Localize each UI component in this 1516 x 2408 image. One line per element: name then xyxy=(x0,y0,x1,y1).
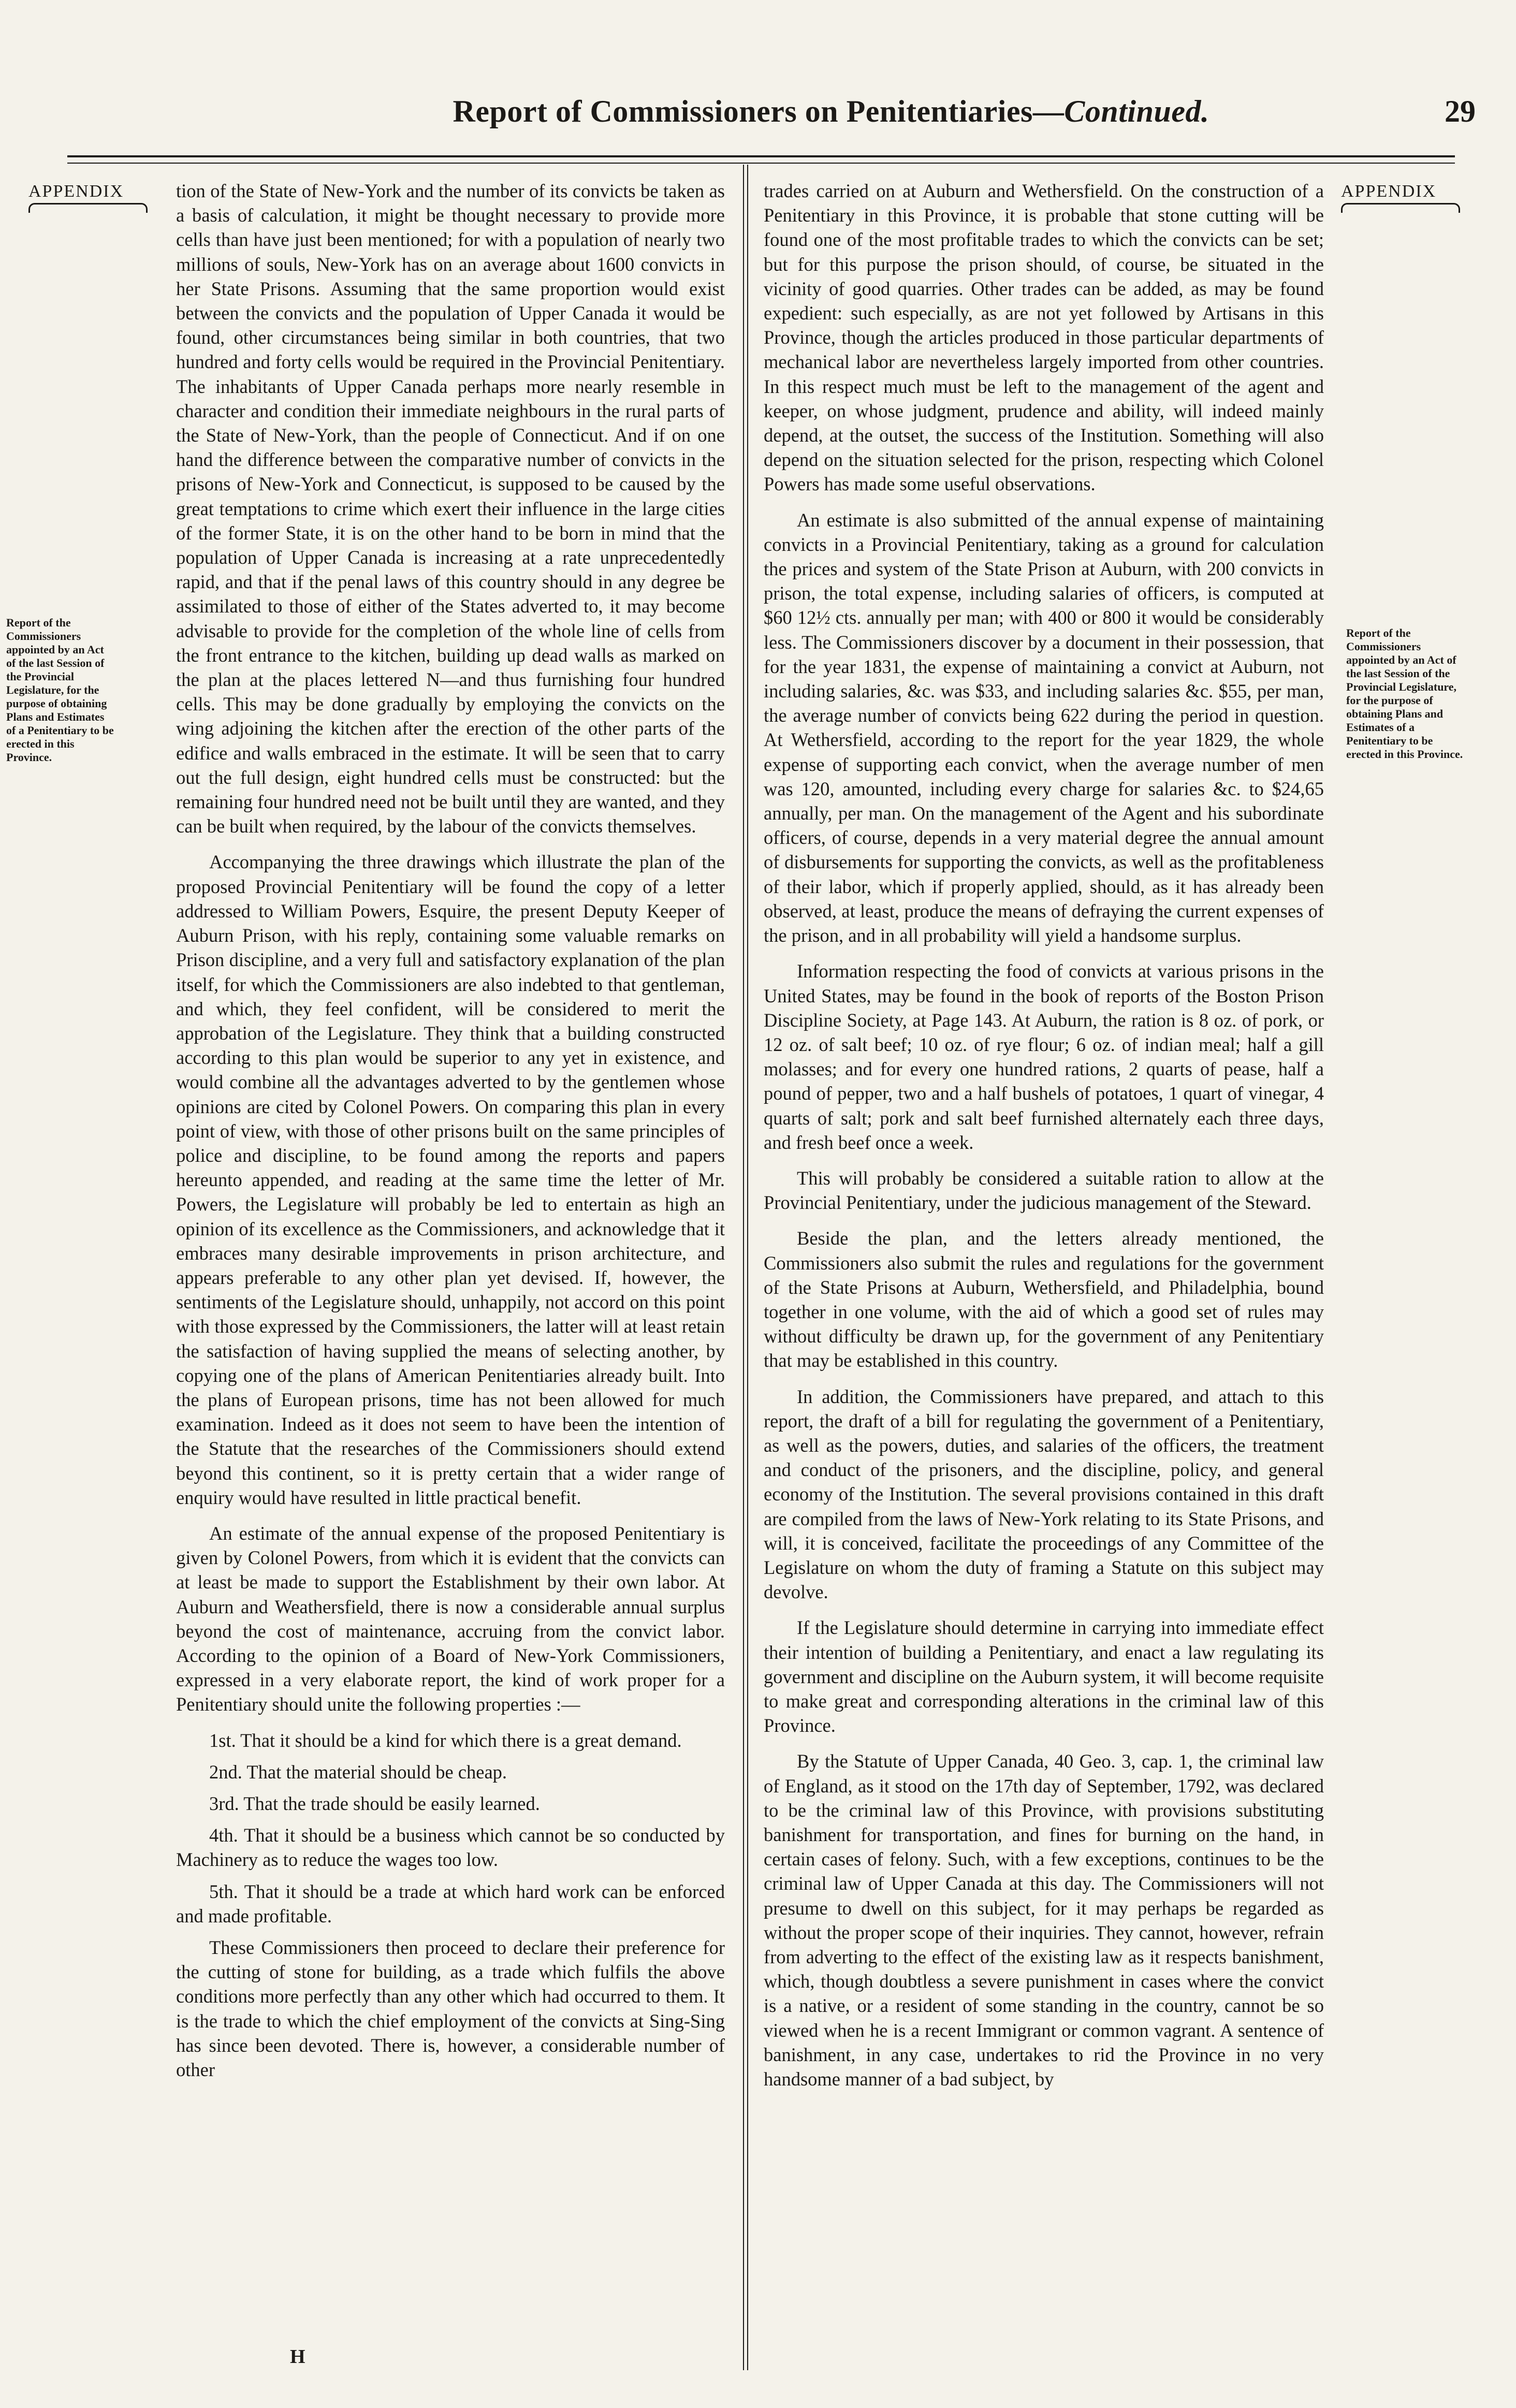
header-rule xyxy=(67,155,1455,164)
paragraph: This will probably be considered a suitable ration to allow at the Provincial Penitentiary, under the judicious management of the Steward. xyxy=(764,1167,1324,1214)
brace-icon xyxy=(1341,203,1460,213)
paragraph: Beside the plan, and the letters already mentioned, the Commissioners also submit the rules and regulations for the government of the State Prisons at Auburn, Wethersfield, and Philadelphia, bound together in one volume, with the aid of which a good set of rules may without difficulty be drawn up, for the government of any Penitentiary that may be established in this country. xyxy=(764,1228,1324,1371)
appendix-text: APPENDIX xyxy=(1341,182,1437,201)
paragraph: In addition, the Commissioners have prepared, and attach to this report, the draft of a bill for regulating the government of a Penitentiary, as well as the powers, duties, and salaries of the officers, the treatment and conduct of the prisoners, and the discipline, policy, and general economy of the Institution. The several provisions contained in this draft are compiled from the laws of New-York relating to its State Prisons, and will, it is conceived, facilitate the proceedings of any Committee of the Legislature on whom the duty of framing a Statute on this subject may devolve. xyxy=(764,1385,1324,1603)
paragraph: 3rd. That the trade should be easily learned. xyxy=(209,1793,540,1814)
paragraph: Information respecting the food of convicts at various prisons in the United States, may be found in the book of reports of the Boston Prison Discipline Society, at Page 143. At Auburn, the ration is 8 oz. of pork, or 12 oz. of salt beef; 10 oz. of rye flour; 6 oz. of indian meal; half a gill molasses; and for every one hundred rations, 2 quarts of pease, half a pound of pepper, two and a half bushels of potatoes, 1 quart of vinegar, 4 quarts of salt; pork and salt beef furnished alternately each three days, and fresh beef once a week. xyxy=(764,960,1324,1153)
paragraph: These Commissioners then proceed to declare their preference for the cutting of stone for building, as a trade which fulfils the above conditions more perfectly than any other which had occurred to them. It is the trade to which the chief employment of the convicts at Sing-Sing has since been devoted. There is, however, a considerable number of other xyxy=(176,1937,725,2081)
column-divider xyxy=(743,165,748,2370)
paragraph: tion of the State of New-York and the number of its convicts be taken as a basis of calculation, it might be thought necessary to provide more cells than have just been mentioned; for with a population of nearly two millions of souls, New-York has on an average about 1600 convicts in her State Prisons. Assuming that the same proportion would exist between the convicts and the population of Upper Canada it would be found, other circumstances being similar in both countries, that two hundred and forty cells would be required in the Provincial Penitentiary. The inhabitants of Upper Canada perhaps more nearly resemble in character and condition their immediate neighbours in the rural parts of the State of New-York, than the people of Connecticut. And if on one hand the difference between the comparative number of convicts in the prisons of New-York and Connecticut, is supposed to be caused by the great temptations to crime which exert their influence in the large cities of the former State, it is on the other hand to be born in mind that the population of Upper Canada is increasing at a rate unprecedentedly rapid, and that if the penal laws of this country should in any degree be assimilated to those of either of the States adverted to, it may become advisable to provide for the completion of the whole line of cells from the front entrance to the kitchen, building up dead walls as marked on the plan at the places lettered N—and thus furnishing four hundred cells. This may be done gradually by employing the convicts on the wing adjoining the kitchen after the erection of the other parts of the edifice and walls embraced in the estimate. It will be seen that to carry out the full design, eight hundred cells must be constructed: but the remaining four hundred need not be built until they are wanted, and they can be built when required, by the labour of the convicts themselves. xyxy=(176,180,725,837)
paragraph: If the Legislature should determine in carrying into immediate effect their intention of building a Penitentiary, and enact a law regulating its government and discipline on the Auburn system, it will become requisite to make great and corresponding alterations in the criminal law of this Province. xyxy=(764,1617,1324,1736)
brace-icon xyxy=(28,203,148,213)
paragraph: An estimate of the annual expense of the proposed Penitentiary is given by Colonel Powers, from which it is evident that the convicts can at least be made to support the Establishment by their own labor. At Auburn and Weathersfield, there is now a considerable annual surplus beyond the cost of maintenance, accruing from the convict labor. According to the opinion of a Board of New-York Commissioners, expressed in a very elaborate report, the kind of work proper for a Penitentiary should unite the following properties :— xyxy=(176,1522,725,1715)
right-column xyxy=(764,179,1324,2103)
page-number: 29 xyxy=(1445,94,1476,128)
appendix-text: APPENDIX xyxy=(28,182,124,201)
paragraph: trades carried on at Auburn and Wethersfield. On the construction of a Penitentiary in this Province, it is probable that stone cutting will be found one of the most profitable trades to which the convicts can be set; but for this purpose the prison should, of course, be situated in the vicinity of good quarries. Other trades can be added, as may be found expedient: such especially, as are not yet followed by Artisans in this Province, though the articles produced in those particular departments of mechanical labor are nevertheless largely imported from other countries. In this respect much must be left to the management of the agent and keeper, on whose judgment, prudence and ability, will indeed mainly depend, at the outset, the success of the Institution. Something will also depend on the situation selected for the prison, respecting which Colonel Powers has made some useful observations. xyxy=(764,180,1324,495)
page-title xyxy=(186,88,1476,135)
paragraph: 5th. That it should be a trade at which hard work can be enforced and made profitable. xyxy=(176,1880,725,1927)
title-continued: Continued. xyxy=(1064,94,1209,128)
appendix-label-left xyxy=(28,181,148,213)
signature-mark: H xyxy=(290,2346,305,2368)
title-main: Report of Commissioners on Penitentiaries— xyxy=(453,94,1065,128)
paragraph: 2nd. That the material should be cheap. xyxy=(209,1761,507,1783)
paragraph: 4th. That it should be a business which cannot be so conducted by Machinery as to reduce the wages too low. xyxy=(176,1825,725,1871)
paragraph: Accompanying the three drawings which illustrate the plan of the proposed Provincial Penitentiary will be found the copy of a letter addressed to William Powers, Esquire, the present Deputy Keeper of Auburn Prison, with his reply, containing some valuable remarks on Prison discipline, and a very full and satisfactory explanation of the plan itself, for which the Commissioners are also indebted to that gentleman, and which, they feel confident, will be considered to merit the approbation of the Legislature. They think that a building constructed according to this plan would be superior to any yet in existence, and would combine all the advantages adverted to by the gentlemen whose opinions are cited by Colonel Powers. On comparing this plan in every point of view, with those of other prisons built on the same principles of police and discipline, to be found among the reports and papers hereunto appended, and reading at the same time the letter of Mr. Powers, the Legislature will probably be led to entertain as high an opinion of its excellence as the Commissioners, and acknowledge that it embraces many desirable improvements in prison architecture, and appears preferable to any other plan yet devised. If, however, the sentiments of the Legislature should, unhappily, not accord on this point with those expressed by the Commissioners, the latter will at least retain the satisfaction of having supplied the means of selecting another, by copying one of the plans of American Penitentiaries already built. Into the plans of European prisons, time has not been allowed for much examination. Indeed as it does not seem to have been the intention of the Statute that the researches of the Commissioners should extend beyond this continent, so it is pretty certain that a wider range of enquiry would have resulted in little practical benefit. xyxy=(176,851,725,1508)
paragraph: By the Statute of Upper Canada, 40 Geo. 3, cap. 1, the criminal law of England, as it stood on the 17th day of September, 1792, was declared to be the criminal law of this Province, with provisions substituting banishment for transportation, and fines for burning on the hand, in certain cases of felony. Such, with a few exceptions, continues to be the criminal law of Upper Canada at this day. The Commissioners will not presume to dwell on this subject, for it may perhaps be regarded as without the proper scope of their inquiries. They cannot, however, refrain from adverting to the effect of the existing law as it respects banishment, which, though doubtless a severe punishment in cases where the convict is a native, or a resident of some standing in the country, cannot be so viewed when he is a recent Immigrant or common vagrant. A sentence of banishment, in any case, undertakes to rid the Province in no very handsome manner of a bad subject, by xyxy=(764,1750,1324,2090)
appendix-label-right xyxy=(1341,181,1460,213)
paragraph: 1st. That it should be a kind for which there is a great demand. xyxy=(209,1729,682,1751)
left-column xyxy=(176,179,725,2093)
margin-note-left: Report of the Commissioners appointed by an Act of the last Session of the Provincial Legislature, for the purpose of obtaining Plans and Estimates of a Penitentiary to be erected in this Province. xyxy=(6,616,114,764)
margin-note-right: Report of the Commissioners appointed by an Act of the last Session of the Provincial Legislature, for the purpose of obtaining Plans and Estimates of a Penitentiary to be erected in this Province. xyxy=(1346,626,1463,761)
paragraph: An estimate is also submitted of the annual expense of maintaining convicts in a Provincial Penitentiary, taking as a ground for calculation the prices and system of the State Prison at Auburn, with 200 convicts in prison, the total expense, including salaries of officers, is computed at $60 12½ cts. annually per man; with 400 or 800 it would be considerably less. The Commissioners discover by a document in their possession, that for the year 1831, the expense of maintaining a convict at Auburn, not including salaries, &c. was $33, and including salaries &c. $55, per man, the average number of convicts being 622 during the period in question. At Wethersfield, according to the report for the year 1829, the whole expense of supporting each convict, when the average number of men was 120, amounted, including every charge for salaries &c. to $24,65 annually, per man. On the management of the Agent and his subordinate officers, of course, depends in a very material degree the annual amount of disbursements for supporting the convicts, as well as the profitableness of their labor, which if properly applied, should, as it has already been observed, at least, produce the means of defraying the current expenses of the prison, and in all probability will yield a handsome surplus. xyxy=(764,509,1324,946)
page-header xyxy=(186,88,1476,140)
